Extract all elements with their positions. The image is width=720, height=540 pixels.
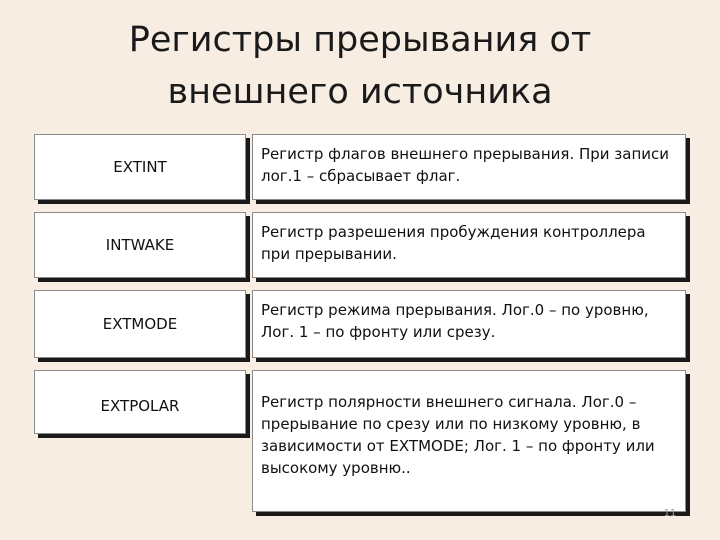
register-name-cell [34, 370, 246, 434]
register-description-cell [252, 290, 686, 358]
register-description-cell [252, 370, 686, 512]
register-name: EXTMODE [102, 315, 178, 333]
slide-title [60, 14, 660, 118]
slide-title-line-1: Регистры прерывания от [128, 20, 592, 60]
register-description: Регистр флагов внешнего прерывания. При записи лог.1 – сбрасывает флаг. [261, 145, 670, 185]
slide-title-line-2: внешнего источника [167, 72, 553, 112]
register-name-cell [34, 212, 246, 278]
register-name: INTWAKE [105, 236, 175, 254]
register-description-cell [252, 212, 686, 278]
register-name-cell [34, 290, 246, 358]
register-description: Регистр полярности внешнего сигнала. Лог.0 – прерывание по срезу или по низкому уровню, в зависимости от EXTMODE; Лог. 1 – по фронту или высокому уровню.. [261, 393, 655, 477]
register-description-cell [252, 134, 686, 200]
register-name-cell [34, 134, 246, 200]
register-description: Регистр разрешения пробуждения контроллера при прерывании. [261, 223, 646, 263]
page-number: 11 [663, 508, 677, 519]
register-name: EXTPOLAR [100, 397, 180, 415]
register-description: Регистр режима прерывания. Лог.0 – по уровню, Лог. 1 – по фронту или срезу. [261, 301, 649, 341]
register-name: EXTINT [113, 158, 167, 176]
